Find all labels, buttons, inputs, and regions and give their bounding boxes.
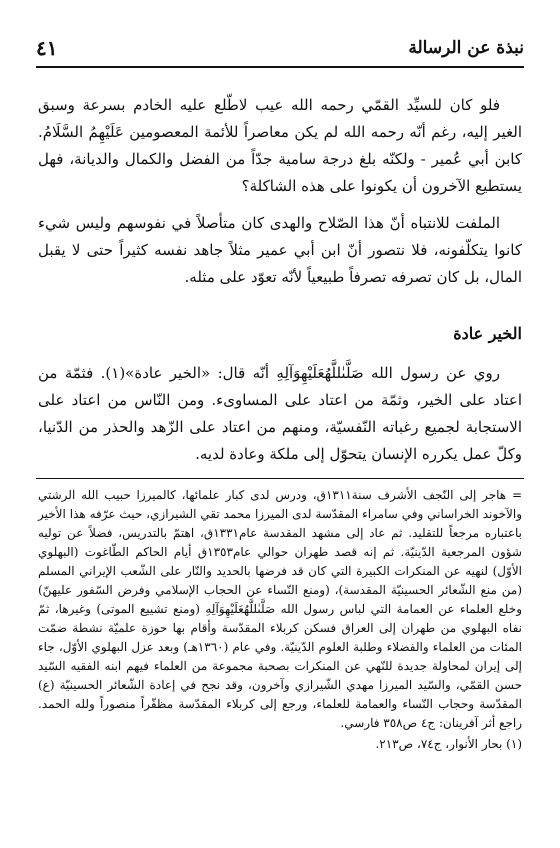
section-heading: الخير عادة xyxy=(453,324,522,343)
footnote-continuation: = هاجر إلى النّجف الأشرف سنة١٣١١ق، ودرس لدى كبار علمائها، كالميرزا حبيب الله الرشتي والآخوند الخراساني وفي سامراء المقدّسة لدى الميرزا محمد تقي الشيرازي، حيث عرّفه هذا الأخير باعتباره مرجعاً للتقليد. ثم عاد إلى مشهد المقدسة عام١٣٣١ق، اهتمّ بالتدريس، فضلاً عن توليه شؤون المرجعية الدّينيّة. ثم إنه قصد طهران حوالي عام١٣٥٣ق أيام الحاكم الطّاغوت (البهلوي الأوّل) لنهيه عن المنكرات الكبيرة التي كان قد فرضها بالحديد والنّار على الشّعب الإيراني المسلم (من منع الشّعائر الحسينيّة المقدسة)، (ومنع النّساء عن الحجاب الإسلامي وفرض السّفور عليهنّ) وخلع العلماء عن العمامة التي لباس رسول الله صَلَّىٰللَّهُعَلَيْهِوَآلِهِ (ومنع تشييع الموتى) وغيرها، ثمّ نفاه البهلوي من طهران إلى العراق فسكن كربلاء المقدّسة وأقام بها حوزة علميّة نشطة ضمّت المئات من العلماء والفضلاء وطلبة العلوم الدّينيّة. وفي عام (١٣٦٠هـ) وبعد عزل البهلوي الأوّل، جاء إلى إيران لمحاولة جديدة للنّهي عن المنكرات بصحبة مجموعة من العلماء فيهم ابنه الفقيه السّيد حسن القمّي، والسّيد الميرزا مهدي الشّيرازي وآخرون، وقد نجح في إعادة الشّعائر الحسينيّة (ع) المقدّسة وحجاب النّساء والعمامة للعلماء، ورجع إلى كربلاء المقدّسة مظفّراً منصوراً ولله الحمد. راجع أثر آفرينان: ج٤ ص٣٥٨ فارسي. xyxy=(38,488,523,730)
page-header xyxy=(36,34,524,64)
main-text xyxy=(38,92,522,301)
paragraph-2: الملفت للانتباه أنّ هذا الصّلاح والهدى كان متأصلاً في نفوسهم وليس شيء كانوا يتكلّفونه، فلا نتصور أنّ ابن أبي عمير مثلاً جاهد نفسه كثيراً حتى لا يقبل المال، بل كان تصرفه تصرفاً طبيعياً لأنّه تعوّد على مثله. xyxy=(38,214,522,286)
running-title: نبذة عن الرسالة xyxy=(408,38,524,58)
section-paragraph: روي عن رسول الله صَلَّىٰللَّهُعَلَيْهِوَآلِهِ أنّه قال: «الخير عادة»(١). فثمّة من اعتاد على الخير، وثمّة من اعتاد على المساوىء. ومن النّاس من اعتاد على الاستجابة لجميع رغباته النّفسيّة، ومنهم من اعتاد على الزّهد والحذر من الدّنيا، وكلّ عمل يكرره الإنسان يتحوّل إلى ملكة وعادة لديه. xyxy=(38,364,522,463)
header-rule xyxy=(36,66,524,68)
footnotes xyxy=(38,486,522,754)
section-text xyxy=(38,360,522,468)
footnote-rule xyxy=(36,478,524,479)
paragraph-1: فلو كان للسيِّد القمّي رحمه الله عيب لاطّلع عليه الخادم بسرعة وسبق الغير إليه، رغم أنّه رحمه الله لم يكن معاصراً للأئمة المعصومين عَلَيْهِمُ السَّلَامُ. كابن أبي عُمير - ولكنّه بلغ درجة سامية جدّاً من الفضل والكمال والديانة، فهل يستطيع الآخرون أن يكونوا على هذه الشاكلة؟ xyxy=(38,96,522,195)
footnote-1: (١) بحار الأنوار، ج٧٤، ص٢١٣. xyxy=(375,737,522,751)
page-number: ٤١ xyxy=(36,36,58,60)
